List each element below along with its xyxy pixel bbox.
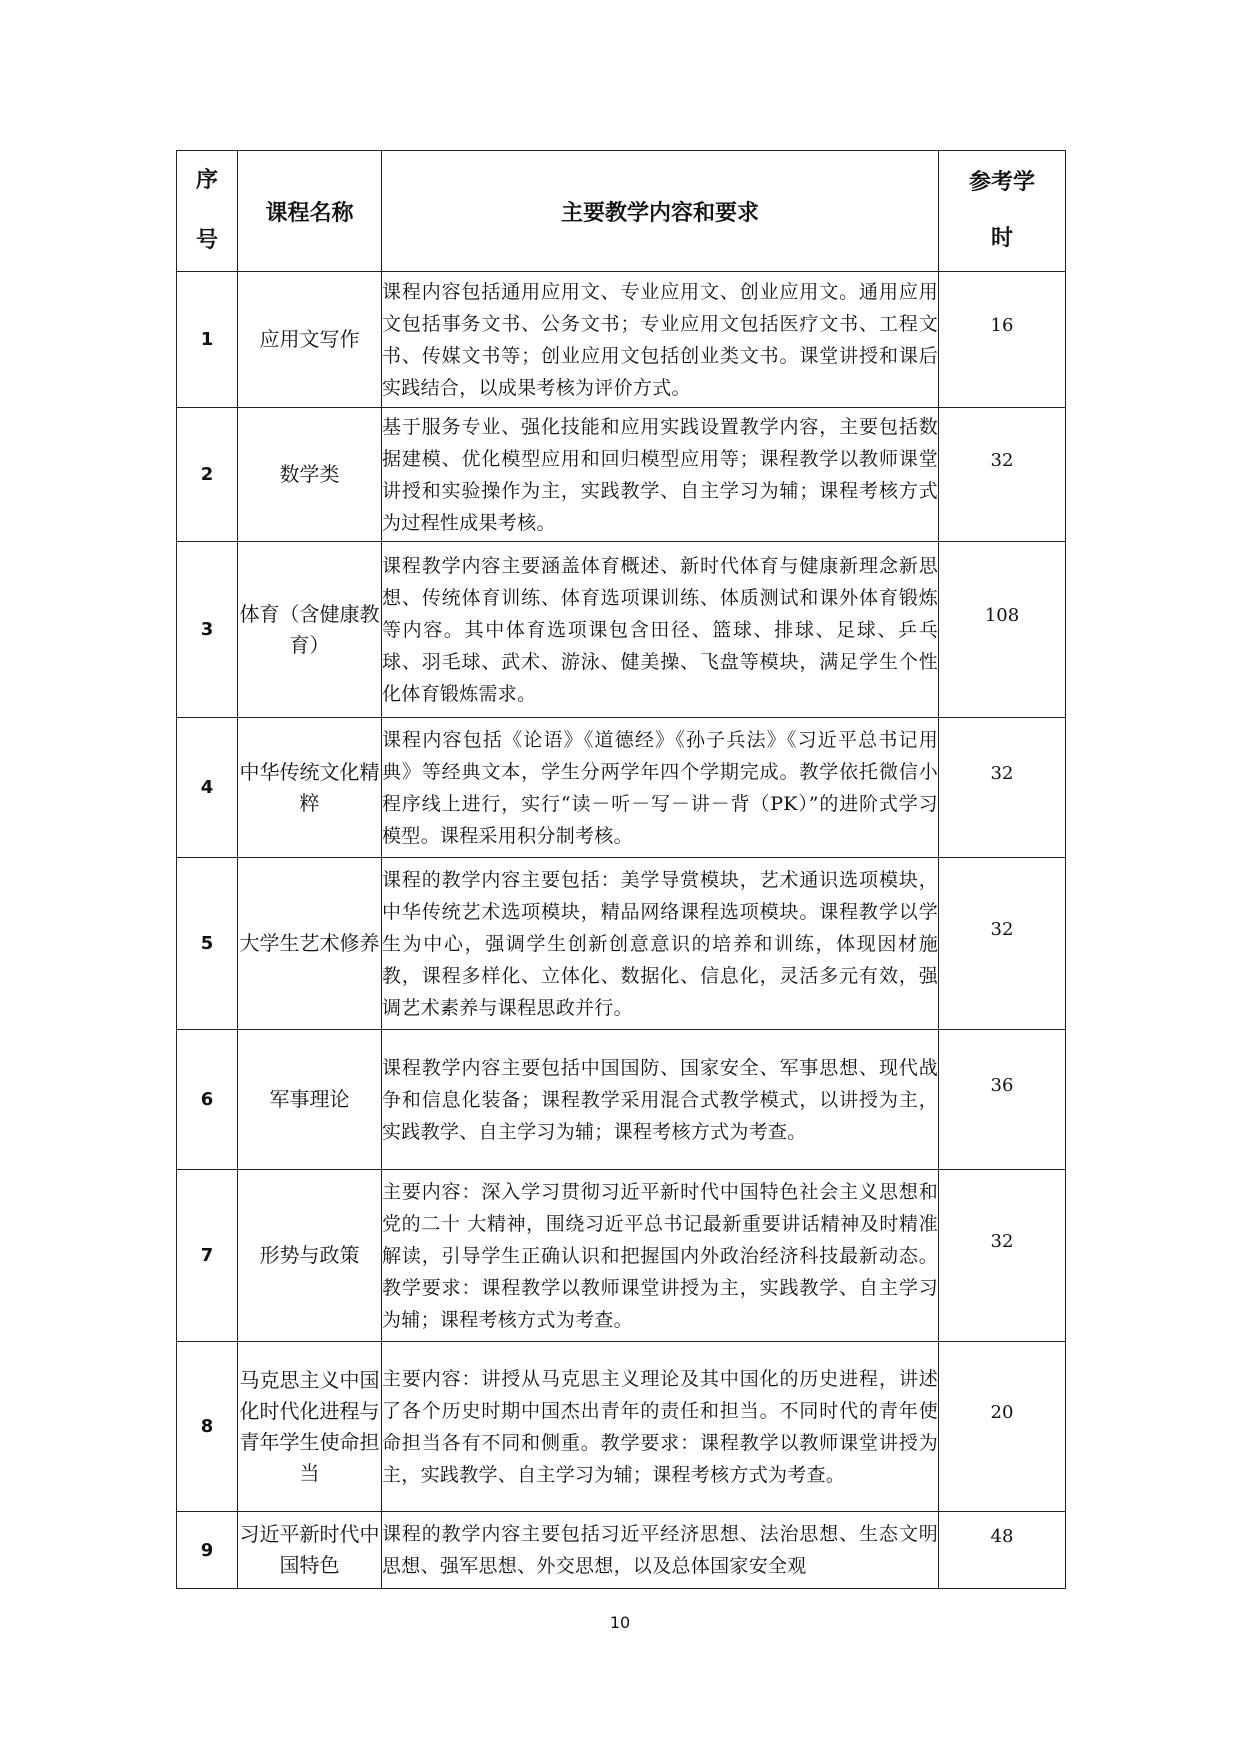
row-content: 基于服务专业、强化技能和应用实践设置教学内容，主要包括数据建模、优化模型应用和回归模型应用等；课程教学以教师课堂讲授和实验操作为主，实践教学、自主学习为辅；课程考核方式为过程性成果考核。 [382,408,939,542]
course-table [176,150,1066,1589]
table-row [177,542,1066,718]
row-course-name: 中华传统文化精粹 [238,718,382,858]
row-content: 主要内容：讲授从马克思主义理论及其中国化的历史进程，讲述了各个历史时期中国杰出青年的责任和担当。不同时代的青年使命担当各有不同和侧重。教学要求：课程教学以教师课堂讲授为主，实践教学、自主学习为辅；课程考核方式为考查。 [382,1342,939,1512]
table-row [177,1342,1066,1512]
row-course-name: 形势与政策 [238,1170,382,1342]
row-content: 课程教学内容主要包括中国国防、国家安全、军事思想、现代战争和信息化装备；课程教学采用混合式教学模式，以讲授为主，实践教学、自主学习为辅；课程考核方式为考查。 [382,1030,939,1170]
row-index: 8 [177,1342,238,1512]
row-index: 4 [177,718,238,858]
row-index: 1 [177,272,238,408]
row-index: 7 [177,1170,238,1342]
row-hours: 20 [939,1342,1066,1512]
header-hours: 参考学 时 [939,151,1066,272]
row-hours: 36 [939,1030,1066,1170]
row-course-name: 数学类 [238,408,382,542]
row-index: 2 [177,408,238,542]
header-row [177,151,1066,272]
row-content: 课程教学内容主要涵盖体育概述、新时代体育与健康新理念新思想、传统体育训练、体育选项课训练、体质测试和课外体育锻炼等内容。其中体育选项课包含田径、篮球、排球、足球、乒乓球、羽毛球、武术、游泳、健美操、飞盘等模块，满足学生个性化体育锻炼需求。 [382,542,939,718]
page-number: 10 [609,1613,631,1632]
row-course-name: 大学生艺术修养 [238,858,382,1030]
row-hours: 32 [939,858,1066,1030]
row-index: 9 [177,1512,238,1589]
row-hours: 48 [939,1512,1066,1589]
table-row [177,272,1066,408]
row-content: 课程的教学内容主要包括：美学导赏模块，艺术通识选项模块，中华传统艺术选项模块，精品网络课程选项模块。课程教学以学生为中心，强调学生创新创意意识的培养和训练，体现因材施教，课程多样化、立体化、数据化、信息化，灵活多元有效，强调艺术素养与课程思政并行。 [382,858,939,1030]
table-row [177,858,1066,1030]
table-row [177,1170,1066,1342]
row-course-name: 习近平新时代中国特色 [238,1512,382,1589]
header-index: 序 号 [177,151,238,272]
row-index: 5 [177,858,238,1030]
table-row [177,1030,1066,1170]
row-hours: 32 [939,408,1066,542]
header-course-name: 课程名称 [238,151,382,272]
table-row [177,408,1066,542]
row-course-name: 体育（含健康教育） [238,542,382,718]
row-hours: 32 [939,718,1066,858]
row-course-name: 应用文写作 [238,272,382,408]
table-row [177,1512,1066,1589]
row-content: 课程的教学内容主要包括习近平经济思想、法治思想、生态文明思想、强军思想、外交思想，以及总体国家安全观 [382,1512,939,1589]
row-index: 6 [177,1030,238,1170]
row-content: 主要内容：深入学习贯彻习近平新时代中国特色社会主义思想和党的二十 大精神，围绕习近平总书记最新重要讲话精神及时精准解读，引导学生正确认识和把握国内外政治经济科技最新动态。教学要求：课程教学以教师课堂讲授为主，实践教学、自主学习为辅；课程考核方式为考查。 [382,1170,939,1342]
row-hours: 108 [939,542,1066,718]
row-content: 课程内容包括《论语》《道德经》《孙子兵法》《习近平总书记用典》等经典文本，学生分两学年四个学期完成。教学依托微信小程序线上进行，实行“读－听－写－讲－背（PK）”的进阶式学习模型。课程采用积分制考核。 [382,718,939,858]
row-hours: 16 [939,272,1066,408]
row-course-name: 军事理论 [238,1030,382,1170]
table-row [177,718,1066,858]
row-index: 3 [177,542,238,718]
row-content: 课程内容包括通用应用文、专业应用文、创业应用文。通用应用文包括事务文书、公务文书；专业应用文包括医疗文书、工程文书、传媒文书等；创业应用文包括创业类文书。课堂讲授和课后实践结合，以成果考核为评价方式。 [382,272,939,408]
row-course-name: 马克思主义中国化时代化进程与青年学生使命担当 [238,1342,382,1512]
header-content: 主要教学内容和要求 [382,151,939,272]
row-hours: 32 [939,1170,1066,1342]
